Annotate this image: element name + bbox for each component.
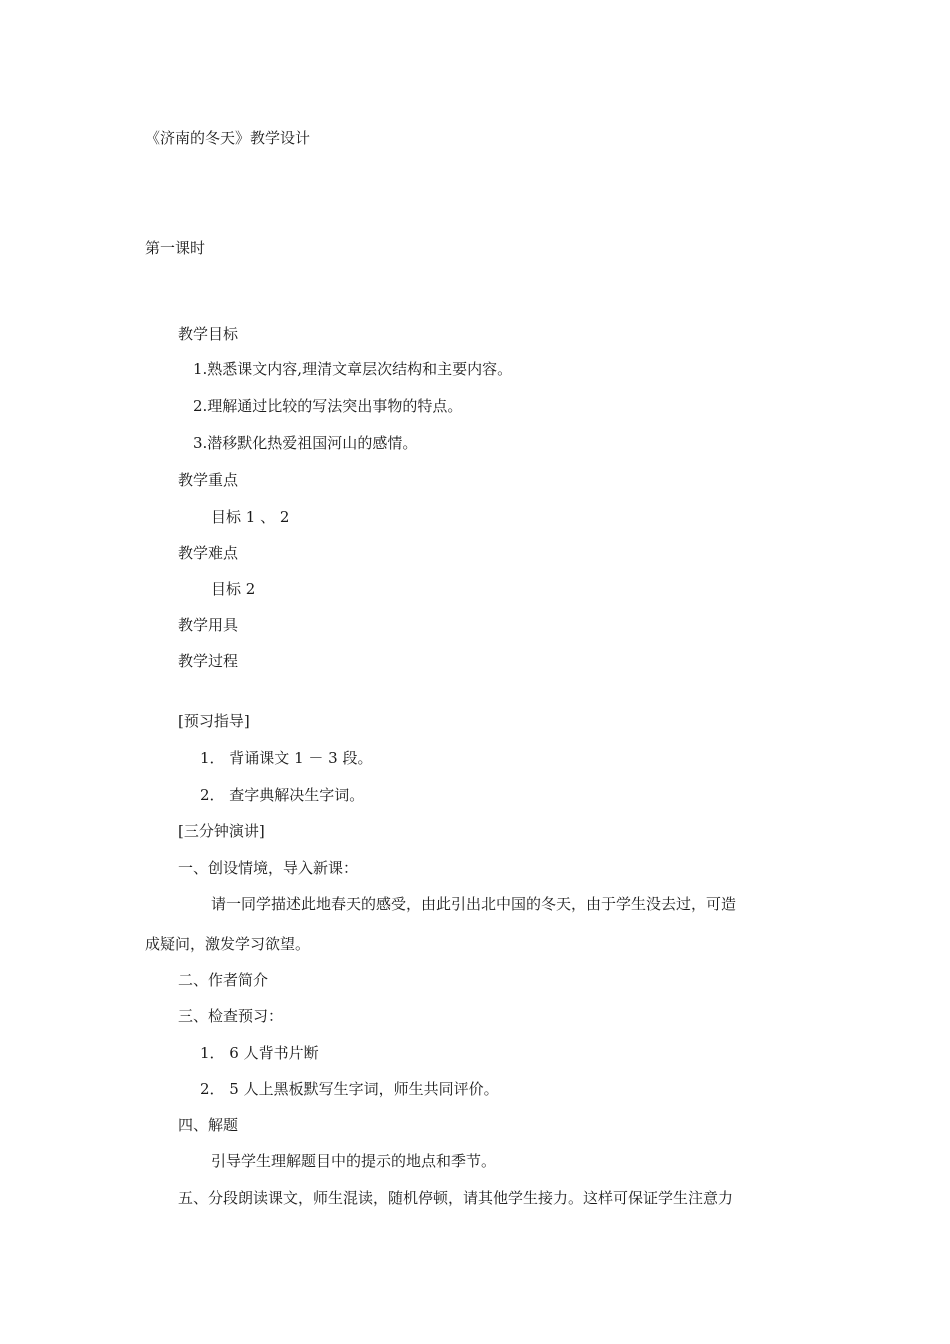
step4-text: 引导学生理解题目中的提示的地点和季节。 <box>211 1152 497 1170</box>
preview-heading: [预习指导] <box>178 712 250 730</box>
speech-heading: [三分钟演讲] <box>178 822 265 840</box>
key-points-heading: 教学重点 <box>178 471 239 489</box>
step1-text-continued: 成疑问，激发学习欲望。 <box>145 935 311 953</box>
document-title: 《济南的冬天》教学设计 <box>145 129 311 147</box>
step3-item: 2． 5 人上黑板默写生字词，师生共同评价。 <box>200 1080 499 1098</box>
objective-item: 3.潜移默化热爱祖国河山的感情。 <box>193 434 418 452</box>
objectives-heading: 教学目标 <box>178 325 239 343</box>
step2-heading: 二、作者简介 <box>178 971 269 989</box>
preview-item: 2． 查字典解决生字词。 <box>200 786 365 804</box>
key-points-value: 目标 1 、 2 <box>211 508 290 526</box>
process-heading: 教学过程 <box>178 652 239 670</box>
tools-heading: 教学用具 <box>178 616 239 634</box>
objective-item: 1.熟悉课文内容,理清文章层次结构和主要内容。 <box>193 360 513 378</box>
step1-heading: 一、创设情境，导入新课： <box>178 859 359 877</box>
objective-item: 2.理解通过比较的写法突出事物的特点。 <box>193 397 463 415</box>
step1-text: 请一同学描述此地春天的感受，由此引出北中国的冬天，由于学生没去过，可造 <box>211 895 737 913</box>
lesson-label: 第一课时 <box>145 239 206 257</box>
preview-item: 1． 背诵课文 1 － 3 段。 <box>200 749 373 767</box>
step3-item: 1． 6 人背书片断 <box>200 1044 319 1062</box>
difficulties-heading: 教学难点 <box>178 544 239 562</box>
step4-heading: 四、解题 <box>178 1116 239 1134</box>
step3-heading: 三、检查预习： <box>178 1007 284 1025</box>
difficulties-value: 目标 2 <box>211 580 256 598</box>
step5-heading: 五、分段朗读课文，师生混读，随机停顿，请其他学生接力。这样可保证学生注意力 <box>178 1189 734 1207</box>
